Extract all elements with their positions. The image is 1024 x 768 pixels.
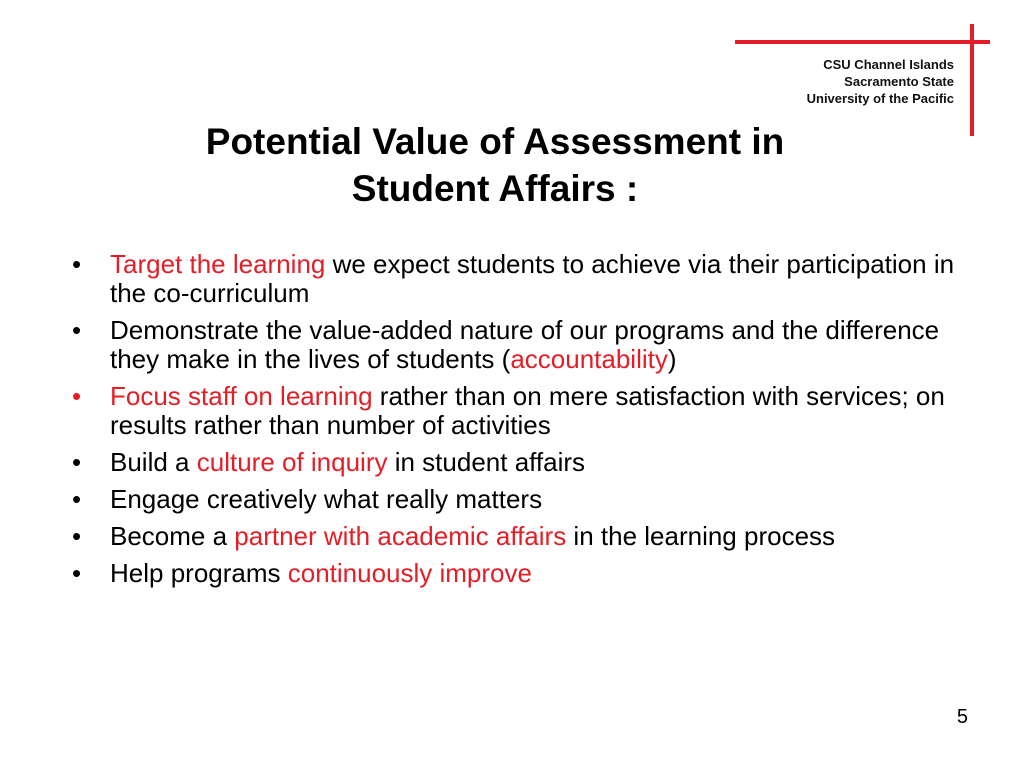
header-rule-vertical — [970, 24, 974, 136]
bullet-text: rather than on mere satisfaction with services; on results rather than number of activities — [110, 381, 945, 440]
page-number: 5 — [956, 706, 968, 728]
bullet-marker: • — [72, 521, 82, 551]
bullet-marker: • — [72, 315, 82, 345]
bullet-text: in the learning process — [566, 521, 836, 551]
institution-name: CSU Channel Islands — [823, 57, 954, 72]
bullet-marker: • — [72, 484, 82, 514]
slide-title-line-2: Student Affairs : — [351, 168, 639, 209]
bullet-text: Demonstrate the value-added nature of our programs and the difference they make in the lives of students ( — [110, 315, 940, 374]
bullet-marker: • — [72, 447, 82, 477]
bullet-text: Become a — [110, 521, 235, 551]
bullet-marker: • — [72, 558, 82, 588]
highlight-text: partner with academic affairs — [234, 521, 567, 551]
highlight-text: Focus staff on learning — [110, 381, 373, 411]
bullet-item-target-learning — [68, 250, 968, 308]
bullet-item-demonstrate-value — [68, 316, 968, 374]
bullet-item-partner-academic — [68, 522, 968, 551]
header-rule-horizontal — [735, 40, 990, 44]
bullet-item-culture-inquiry — [68, 448, 968, 477]
highlight-text: accountability — [510, 344, 668, 374]
highlight-text: continuously improve — [287, 558, 532, 588]
highlight-text: Target the learning — [110, 249, 326, 279]
bullet-text: Build a — [110, 447, 197, 477]
bullet-list — [68, 250, 968, 596]
bullet-text: Engage creatively what really matters — [110, 484, 543, 514]
bullet-text: ) — [667, 344, 677, 374]
bullet-text: Help programs — [110, 558, 288, 588]
institution-list — [807, 56, 954, 107]
highlight-text: culture of inquiry — [196, 447, 388, 477]
bullet-marker: • — [72, 381, 82, 411]
bullet-item-continuously-improve — [68, 559, 968, 588]
slide-title — [80, 118, 910, 212]
bullet-item-engage-creatively — [68, 485, 968, 514]
bullet-marker: • — [72, 249, 82, 279]
bullet-text: we expect students to achieve via their participation in the co-curriculum — [110, 249, 955, 308]
bullet-text: in student affairs — [387, 447, 586, 477]
slide-title-line-1: Potential Value of Assessment in — [205, 121, 785, 162]
institution-name: Sacramento State — [844, 74, 954, 89]
institution-name: University of the Pacific — [806, 91, 954, 106]
bullet-item-focus-staff — [68, 382, 968, 440]
